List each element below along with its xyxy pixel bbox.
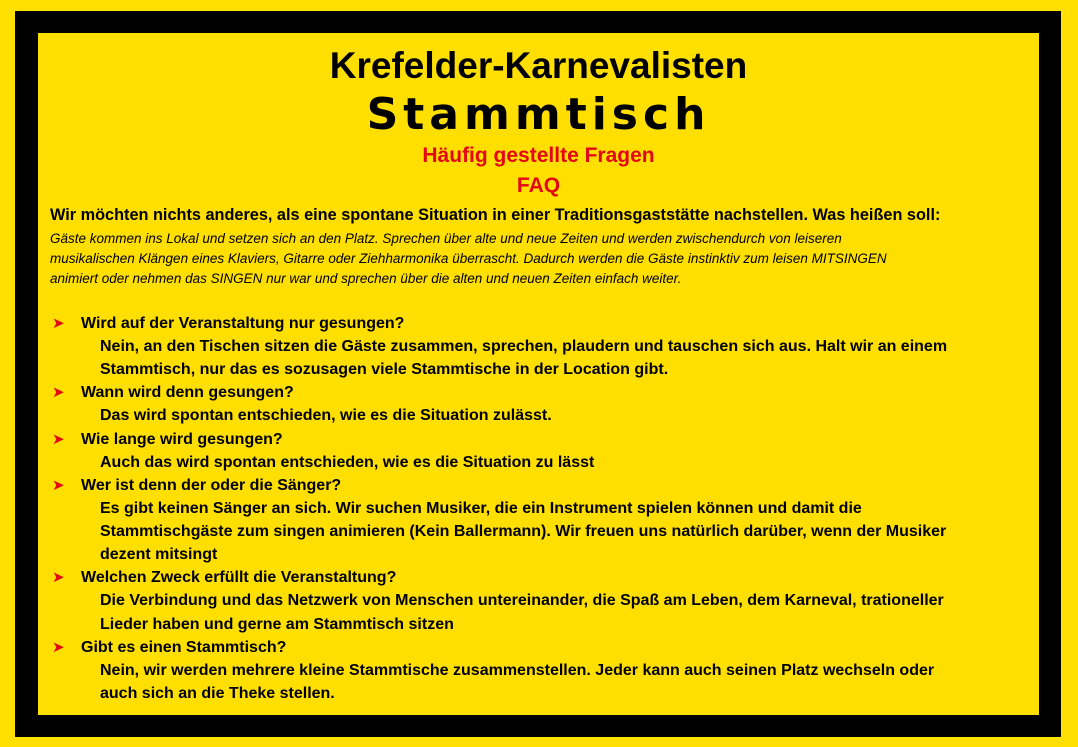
faq-question-row xyxy=(50,312,1030,335)
faq-answer-line: Nein, an den Tischen sitzen die Gäste zusammen, sprechen, plaudern und tauschen sich aus. Halt wir an einem xyxy=(100,338,948,355)
faq-question: Wann wird denn gesungen? xyxy=(81,384,294,402)
faq-answer xyxy=(50,589,1030,635)
faq-question-row xyxy=(50,566,1030,589)
intro-line: animiert oder nehmen das SINGEN nur war und sprechen über die alten und neuen Zeiten einfach weiter. xyxy=(50,271,682,286)
faq-question-row xyxy=(50,381,1030,404)
faq-answer xyxy=(50,335,1030,381)
arrow-right-icon: ➤ xyxy=(52,638,65,656)
faq-answer-line: Das wird spontan entschieden, wie es die Situation zulässt. xyxy=(100,407,552,425)
faq-item xyxy=(50,474,1030,567)
faq-answer-line: Auch das wird spontan entschieden, wie es die Situation zu lässt xyxy=(100,453,595,471)
faq-answer-line: Die Verbindung und das Netzwerk von Menschen untereinander, die Spaß am Leben, dem Karneval, trationeller xyxy=(100,592,944,610)
intro-line: Gäste kommen ins Lokal und setzen sich an den Platz. Sprechen über alte und neue Zeiten und werden zwischendurch von leiseren xyxy=(50,231,842,246)
intro-line: musikalischen Klängen eines Klaviers, Gitarre oder Ziehharmonika überrascht. Dadurch werden die Gäste instinktiv zum leisen MITSINGEN xyxy=(50,251,887,266)
poster-subtitle: Stammtisch xyxy=(366,89,711,140)
arrow-right-icon: ➤ xyxy=(52,569,65,587)
arrow-right-icon: ➤ xyxy=(52,476,65,494)
faq-item xyxy=(50,636,1030,705)
faq-heading: Häufig gestellte Fragen xyxy=(422,144,655,167)
poster-title: Krefelder-Karnevalisten xyxy=(329,45,748,86)
faq-answer-line: dezent mitsingt xyxy=(100,546,218,564)
faq-list xyxy=(50,312,1030,705)
faq-question-row xyxy=(50,474,1030,497)
intro-statement: Wir möchten nichts anderes, als eine spontane Situation in einer Traditionsgaststätte nachstellen. Was heißen soll: xyxy=(50,206,941,224)
faq-answer-line: Stammtisch, nur das es sozusagen viele Stammtische in der Location gibt. xyxy=(100,361,669,379)
faq-question-row xyxy=(50,636,1030,659)
faq-question: Gibt es einen Stammtisch? xyxy=(81,638,287,656)
faq-answer-line: Lieder haben und gerne am Stammtisch sitzen xyxy=(100,615,454,633)
faq-answer-line: auch sich an die Theke stellen. xyxy=(100,685,335,703)
faq-question: Welchen Zweck erfüllt die Veranstaltung? xyxy=(81,569,397,587)
faq-question: Wie lange wird gesungen? xyxy=(81,430,283,448)
faq-question: Wer ist denn der oder die Sänger? xyxy=(81,476,342,494)
faq-question: Wird auf der Veranstaltung nur gesungen? xyxy=(81,315,405,332)
faq-answer-line: Stammtischgäste zum singen animieren (Kein Ballermann). Wir freuen uns natürlich darüber, wenn der Musiker xyxy=(100,523,947,541)
faq-answer xyxy=(50,497,1030,567)
faq-answer xyxy=(50,451,1030,474)
faq-answer-line: Es gibt keinen Sänger an sich. Wir suchen Musiker, die ein Instrument spielen können und damit die xyxy=(100,499,862,517)
faq-answer xyxy=(50,404,1030,427)
faq-item xyxy=(50,566,1030,635)
intro-description xyxy=(50,229,1030,289)
arrow-right-icon: ➤ xyxy=(52,315,65,332)
poster-content xyxy=(38,33,1039,715)
faq-item xyxy=(50,312,1030,381)
arrow-right-icon: ➤ xyxy=(52,384,65,402)
faq-abbreviation: FAQ xyxy=(516,174,561,197)
faq-answer xyxy=(50,659,1030,705)
faq-item xyxy=(50,428,1030,474)
arrow-right-icon: ➤ xyxy=(52,430,65,448)
faq-answer-line: Nein, wir werden mehrere kleine Stammtische zusammenstellen. Jeder kann auch seinen Platz wechseln oder xyxy=(100,661,935,679)
faq-item xyxy=(50,381,1030,427)
faq-question-row xyxy=(50,428,1030,451)
